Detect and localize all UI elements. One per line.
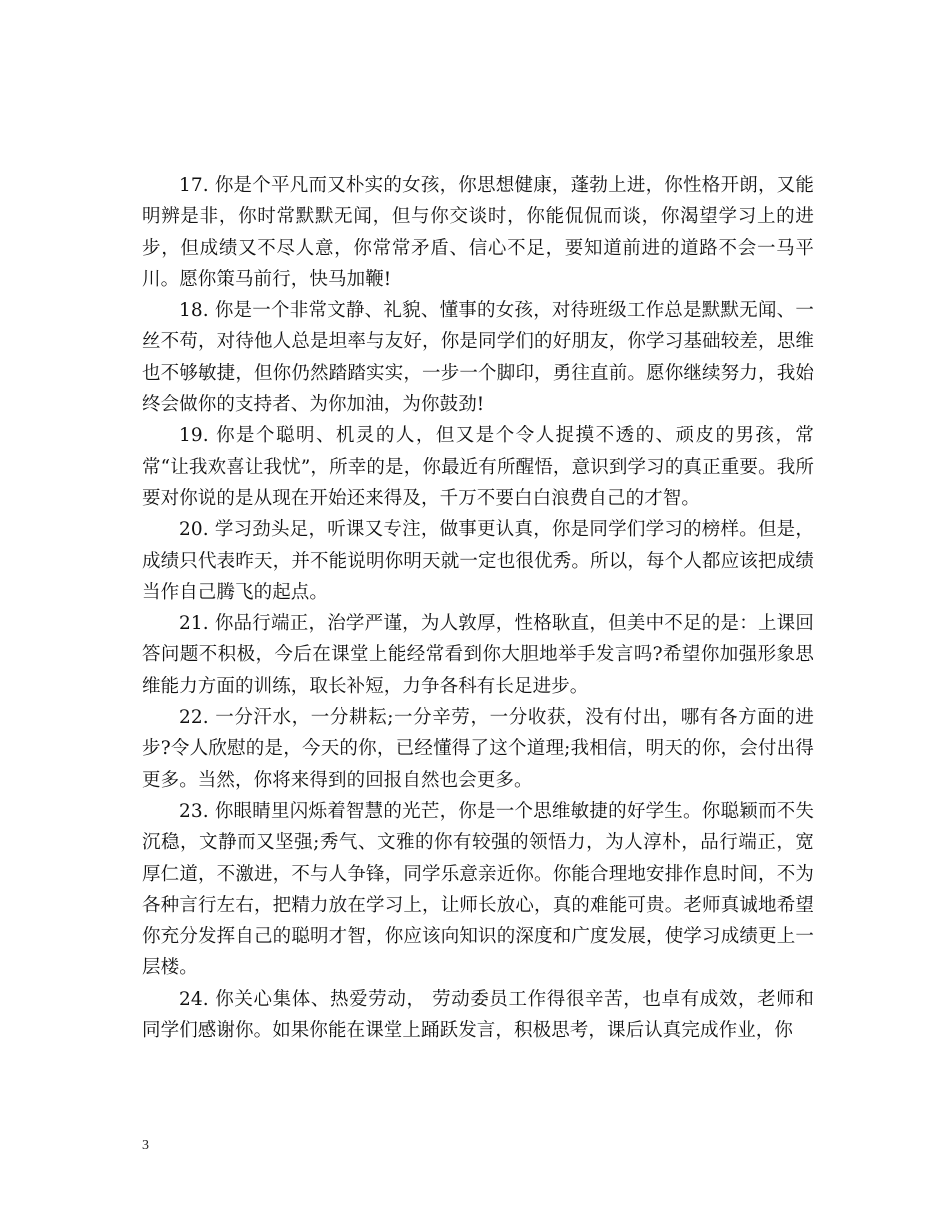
comment-paragraph-18: 18. 你是一个非常文静、礼貌、懂事的女孩，对待班级工作总是默默无闻、一丝不苟，对待他人总是坦率与友好，你是同学们的好朋友，你学习基础较差，思维也不够敏捷，但你仍然踏踏实实，一步一个脚印，勇往直前。愿你继续努力，我始终会做你的支持者、为你加油，为你鼓劲! <box>142 300 814 416</box>
comment-paragraph-20: 20. 学习劲头足，听课又专注，做事更认真，你是同学们学习的榜样。但是，成绩只代表昨天，并不能说明你明天就一定也很优秀。所以，每个人都应该把成绩当作自己腾飞的起点。 <box>142 519 814 603</box>
comment-paragraph-17: 17. 你是个平凡而又朴实的女孩，你思想健康，蓬勃上进，你性格开朗，又能明辨是非，你时常默默无闻，但与你交谈时，你能侃侃而谈，你渴望学习上的进步，但成绩又不尽人意，你常常矛盾、信心不足，要知道前进的道路不会一马平川。愿你策马前行，快马加鞭! <box>142 175 814 290</box>
page-number: 3 <box>142 1138 149 1153</box>
comment-paragraph-19: 19. 你是个聪明、机灵的人，但又是个令人捉摸不透的、顽皮的男孩，常常“让我欢喜让我忧”，所幸的是，你最近有所醒悟，意识到学习的真正重要。我所要对你说的是从现在开始还来得及，千万不要白白浪费自己的才智。 <box>142 425 814 509</box>
document-body <box>142 170 814 1046</box>
comment-paragraph-24: 24. 你关心集体、热爱劳动， 劳动委员工作得很辛苦，也卓有成效，老师和同学们感谢你。如果你能在课堂上踊跃发言，积极思考，课后认真完成作业，你 <box>142 988 814 1042</box>
comment-paragraph-22: 22. 一分汗水，一分耕耘;一分辛劳，一分收获，没有付出，哪有各方面的进步?令人欣慰的是，今天的你，已经懂得了这个道理;我相信，明天的你，会付出得更多。当然，你将来得到的回报自然也会更多。 <box>142 707 814 791</box>
comment-paragraph-21: 21. 你品行端正，治学严谨，为人敦厚，性格耿直，但美中不足的是：上课回答问题不积极，今后在课堂上能经常看到你大胆地举手发言吗?希望你加强形象思维能力方面的训练，取长补短，力争各科有长足进步。 <box>142 613 814 697</box>
comment-paragraph-23: 23. 你眼睛里闪烁着智慧的光芒，你是一个思维敏捷的好学生。你聪颖而不失沉稳，文静而又坚强;秀气、文雅的你有较强的领悟力，为人淳朴，品行端正，宽厚仁道，不激进，不与人争锋，同学乐意亲近你。你能合理地安排作息时间，不为各种言行左右，把精力放在学习上，让师长放心，真的难能可贵。老师真诚地希望你充分发挥自己的聪明才智，你应该向知识的深度和广度发展，使学习成绩更上一层楼。 <box>142 800 814 979</box>
